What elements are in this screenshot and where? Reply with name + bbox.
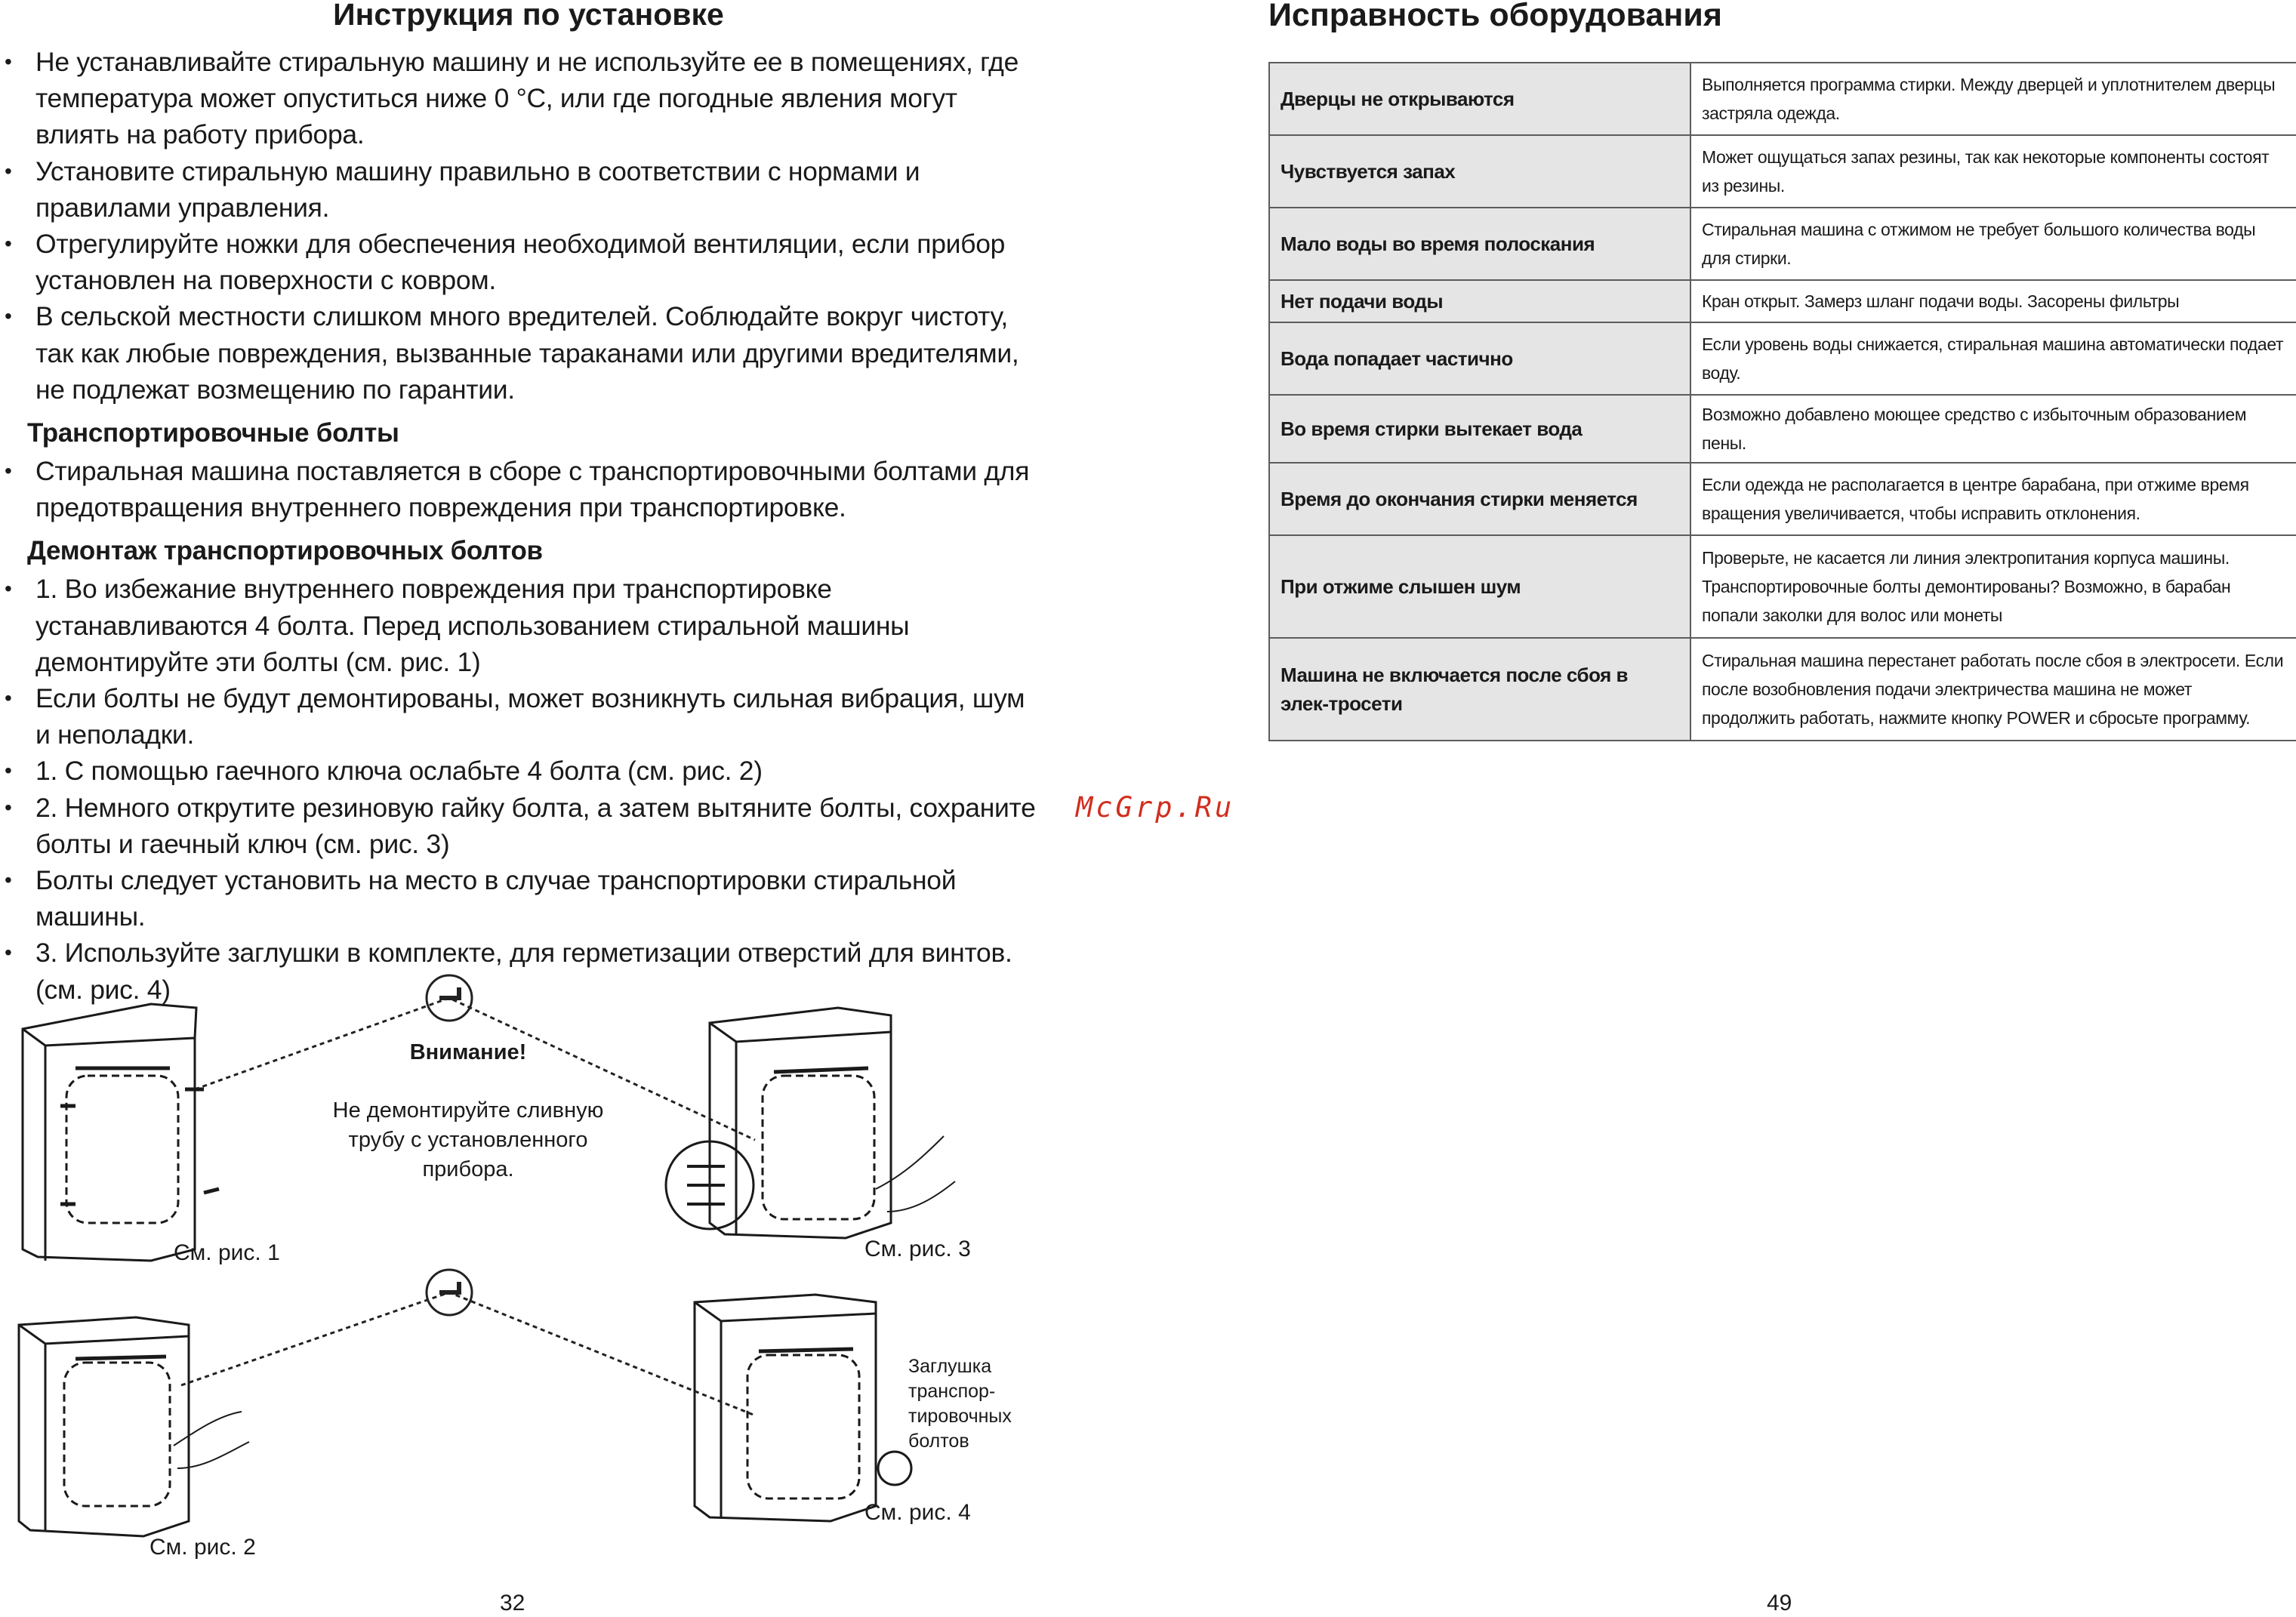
fig1-caption: См. рис. 1 xyxy=(174,1240,280,1265)
washer-fig4-icon xyxy=(695,1295,911,1521)
removal-bullet-list xyxy=(5,571,1046,1007)
list-item-text: Если болты не будут демонтированы, может возникнуть сильная вибрация, шум и неполадки. xyxy=(35,683,1025,750)
warning-text: Не демонтируйте сливную трубу с установленного прибора. xyxy=(332,1098,604,1181)
installation-instructions xyxy=(5,44,1046,1008)
table-row xyxy=(1269,395,2296,463)
list-item-text: В сельской местности слишком много вредителей. Соблюдайте вокруг чистоту, так как любые повреждения, вызванные тараканами или другими вредителями, не подлежат возмещению по гарантии. xyxy=(35,301,1019,405)
table-row xyxy=(1269,638,2296,741)
list-item-text: Не устанавливайте стиральную машину и не используйте ее в помещениях, где температура может опуститься ниже 0 °C, или где погодные явления могут влиять на работу прибора. xyxy=(35,47,1019,150)
solution-cell: Если одежда не располагается в центре барабана, при отжиме время вращения увеличивается, чтобы исправить отклонения. xyxy=(1690,463,2296,535)
bullet-icon: • xyxy=(5,686,12,710)
connector-line-bottom xyxy=(181,1292,755,1415)
problem-cell: Мало воды во время полоскания xyxy=(1269,208,1690,280)
list-item xyxy=(5,453,1046,525)
list-item-text: 1. С помощью гаечного ключа ослабьте 4 болта (см. рис. 2) xyxy=(35,756,763,787)
left-page-title: Инструкция по установке xyxy=(333,0,724,32)
solution-cell: Проверьте, не касается ли линия электропитания корпуса машины. Транспортировочные болты демонтированы? Возможно, в барабан попали заколки для волос или монеты xyxy=(1690,535,2296,638)
table-row xyxy=(1269,322,2296,395)
list-item-text: 1. Во избежание внутреннего повреждения при транспортировке устанавливаются 4 болта. Перед использованием стиральной машины демонтируйте эти болты (см. рис. 1) xyxy=(35,574,910,677)
problem-cell: Чувствуется запах xyxy=(1269,135,1690,208)
list-item xyxy=(5,862,1046,935)
list-item-text: Болты следует установить на место в случае транспортировки стиральной машины. xyxy=(35,865,957,932)
list-item xyxy=(5,44,1046,153)
table-row xyxy=(1269,63,2296,135)
solution-cell: Если уровень воды снижается, стиральная машина автоматически подает воду. xyxy=(1690,322,2296,395)
table-row xyxy=(1269,535,2296,638)
table-row xyxy=(1269,280,2296,322)
list-item xyxy=(5,790,1046,862)
list-item-text: Отрегулируйте ножки для обеспечения необходимой вентиляции, если прибор установлен на поверхности с ковром. xyxy=(35,229,1006,296)
list-item-text: 3. Используйте заглушки в комплекте, для герметизации отверстий для винтов. (см. рис. 4) xyxy=(35,938,1012,1005)
warning-title: Внимание! xyxy=(409,1040,527,1064)
solution-cell: Может ощущаться запах резины, так как некоторые компоненты состоят из резины. xyxy=(1690,135,2296,208)
warning-note xyxy=(332,1038,604,1184)
transport-bolts-heading: Транспортировочные болты xyxy=(27,418,399,448)
list-item xyxy=(5,153,1046,226)
solution-cell: Кран открыт. Замерз шланг подачи воды. Засорены фильтры xyxy=(1690,280,2296,322)
page-number-right: 49 xyxy=(1767,1591,1792,1615)
problem-cell: При отжиме слышен шум xyxy=(1269,535,1690,638)
plug-label: Заглушка транспор-тировочных болтов xyxy=(908,1356,1012,1452)
bullet-icon: • xyxy=(5,759,12,783)
fig4-caption: См. рис. 4 xyxy=(864,1500,971,1525)
solution-cell: Выполняется программа стирки. Между дверцей и уплотнителем дверцы застряла одежда. xyxy=(1690,63,2296,135)
problem-cell: Дверцы не открываются xyxy=(1269,63,1690,135)
page-number-left: 32 xyxy=(500,1591,525,1615)
list-item-text: Стиральная машина поставляется в сборе с транспортировочными болтами для предотвращения внутреннего повреждения при транспортировке. xyxy=(35,456,1030,523)
problem-cell: Вода попадает частично xyxy=(1269,322,1690,395)
list-item xyxy=(5,226,1046,298)
bolt-removal-heading: Демонтаж транспортировочных болтов xyxy=(27,536,543,566)
list-item xyxy=(5,571,1046,680)
table-row xyxy=(1269,463,2296,535)
problem-cell: Время до окончания стирки меняется xyxy=(1269,463,1690,535)
bolt-removal-diagram xyxy=(0,962,1036,1560)
list-item xyxy=(5,298,1046,408)
intro-bullet-list xyxy=(5,44,1046,408)
washer-fig3-icon xyxy=(666,1008,955,1238)
bullet-icon: • xyxy=(5,459,12,483)
bullet-icon: • xyxy=(5,50,12,73)
fig2-caption: См. рис. 2 xyxy=(149,1535,256,1560)
table-row xyxy=(1269,208,2296,280)
list-item xyxy=(5,753,1046,789)
list-item-text: 2. Немного открутите резиновую гайку болта, а затем вытяните болты, сохраните болты и гаечный ключ (см. рис. 3) xyxy=(35,792,1036,859)
list-item-text: Установите стиральную машину правильно в соответствии с нормами и правилами управления. xyxy=(35,156,920,223)
bullet-icon: • xyxy=(5,941,12,965)
problem-cell: Нет подачи воды xyxy=(1269,280,1690,322)
problem-cell: Во время стирки вытекает вода xyxy=(1269,395,1690,463)
table-row xyxy=(1269,135,2296,208)
solution-cell: Возможно добавлено моющее средство с избыточным образованием пены. xyxy=(1690,395,2296,463)
washer-fig1-icon xyxy=(23,1004,219,1261)
problem-cell: Машина не включается после сбоя в элек-тросети xyxy=(1269,638,1690,741)
solution-cell: Стиральная машина перестанет работать после сбоя в электросети. Если после возобновления подачи электричества машина не может продолжить работать, нажмите кнопку POWER и сбросьте программу. xyxy=(1690,638,2296,741)
washer-fig2-icon xyxy=(19,1317,249,1536)
watermark: McGrp.Ru xyxy=(1076,791,1235,824)
list-item xyxy=(5,680,1046,753)
bullet-icon: • xyxy=(5,868,12,892)
bullet-icon: • xyxy=(5,577,12,601)
bullet-icon: • xyxy=(5,304,12,328)
fig3-caption: См. рис. 3 xyxy=(864,1237,971,1261)
right-page-title: Исправность оборудования xyxy=(1268,0,1722,33)
faults-table xyxy=(1268,62,2296,741)
bullet-icon: • xyxy=(5,159,12,183)
solution-cell: Стиральная машина с отжимом не требует большого количества воды для стирки. xyxy=(1690,208,2296,280)
bullet-icon: • xyxy=(5,232,12,256)
bullet-icon: • xyxy=(5,795,12,819)
